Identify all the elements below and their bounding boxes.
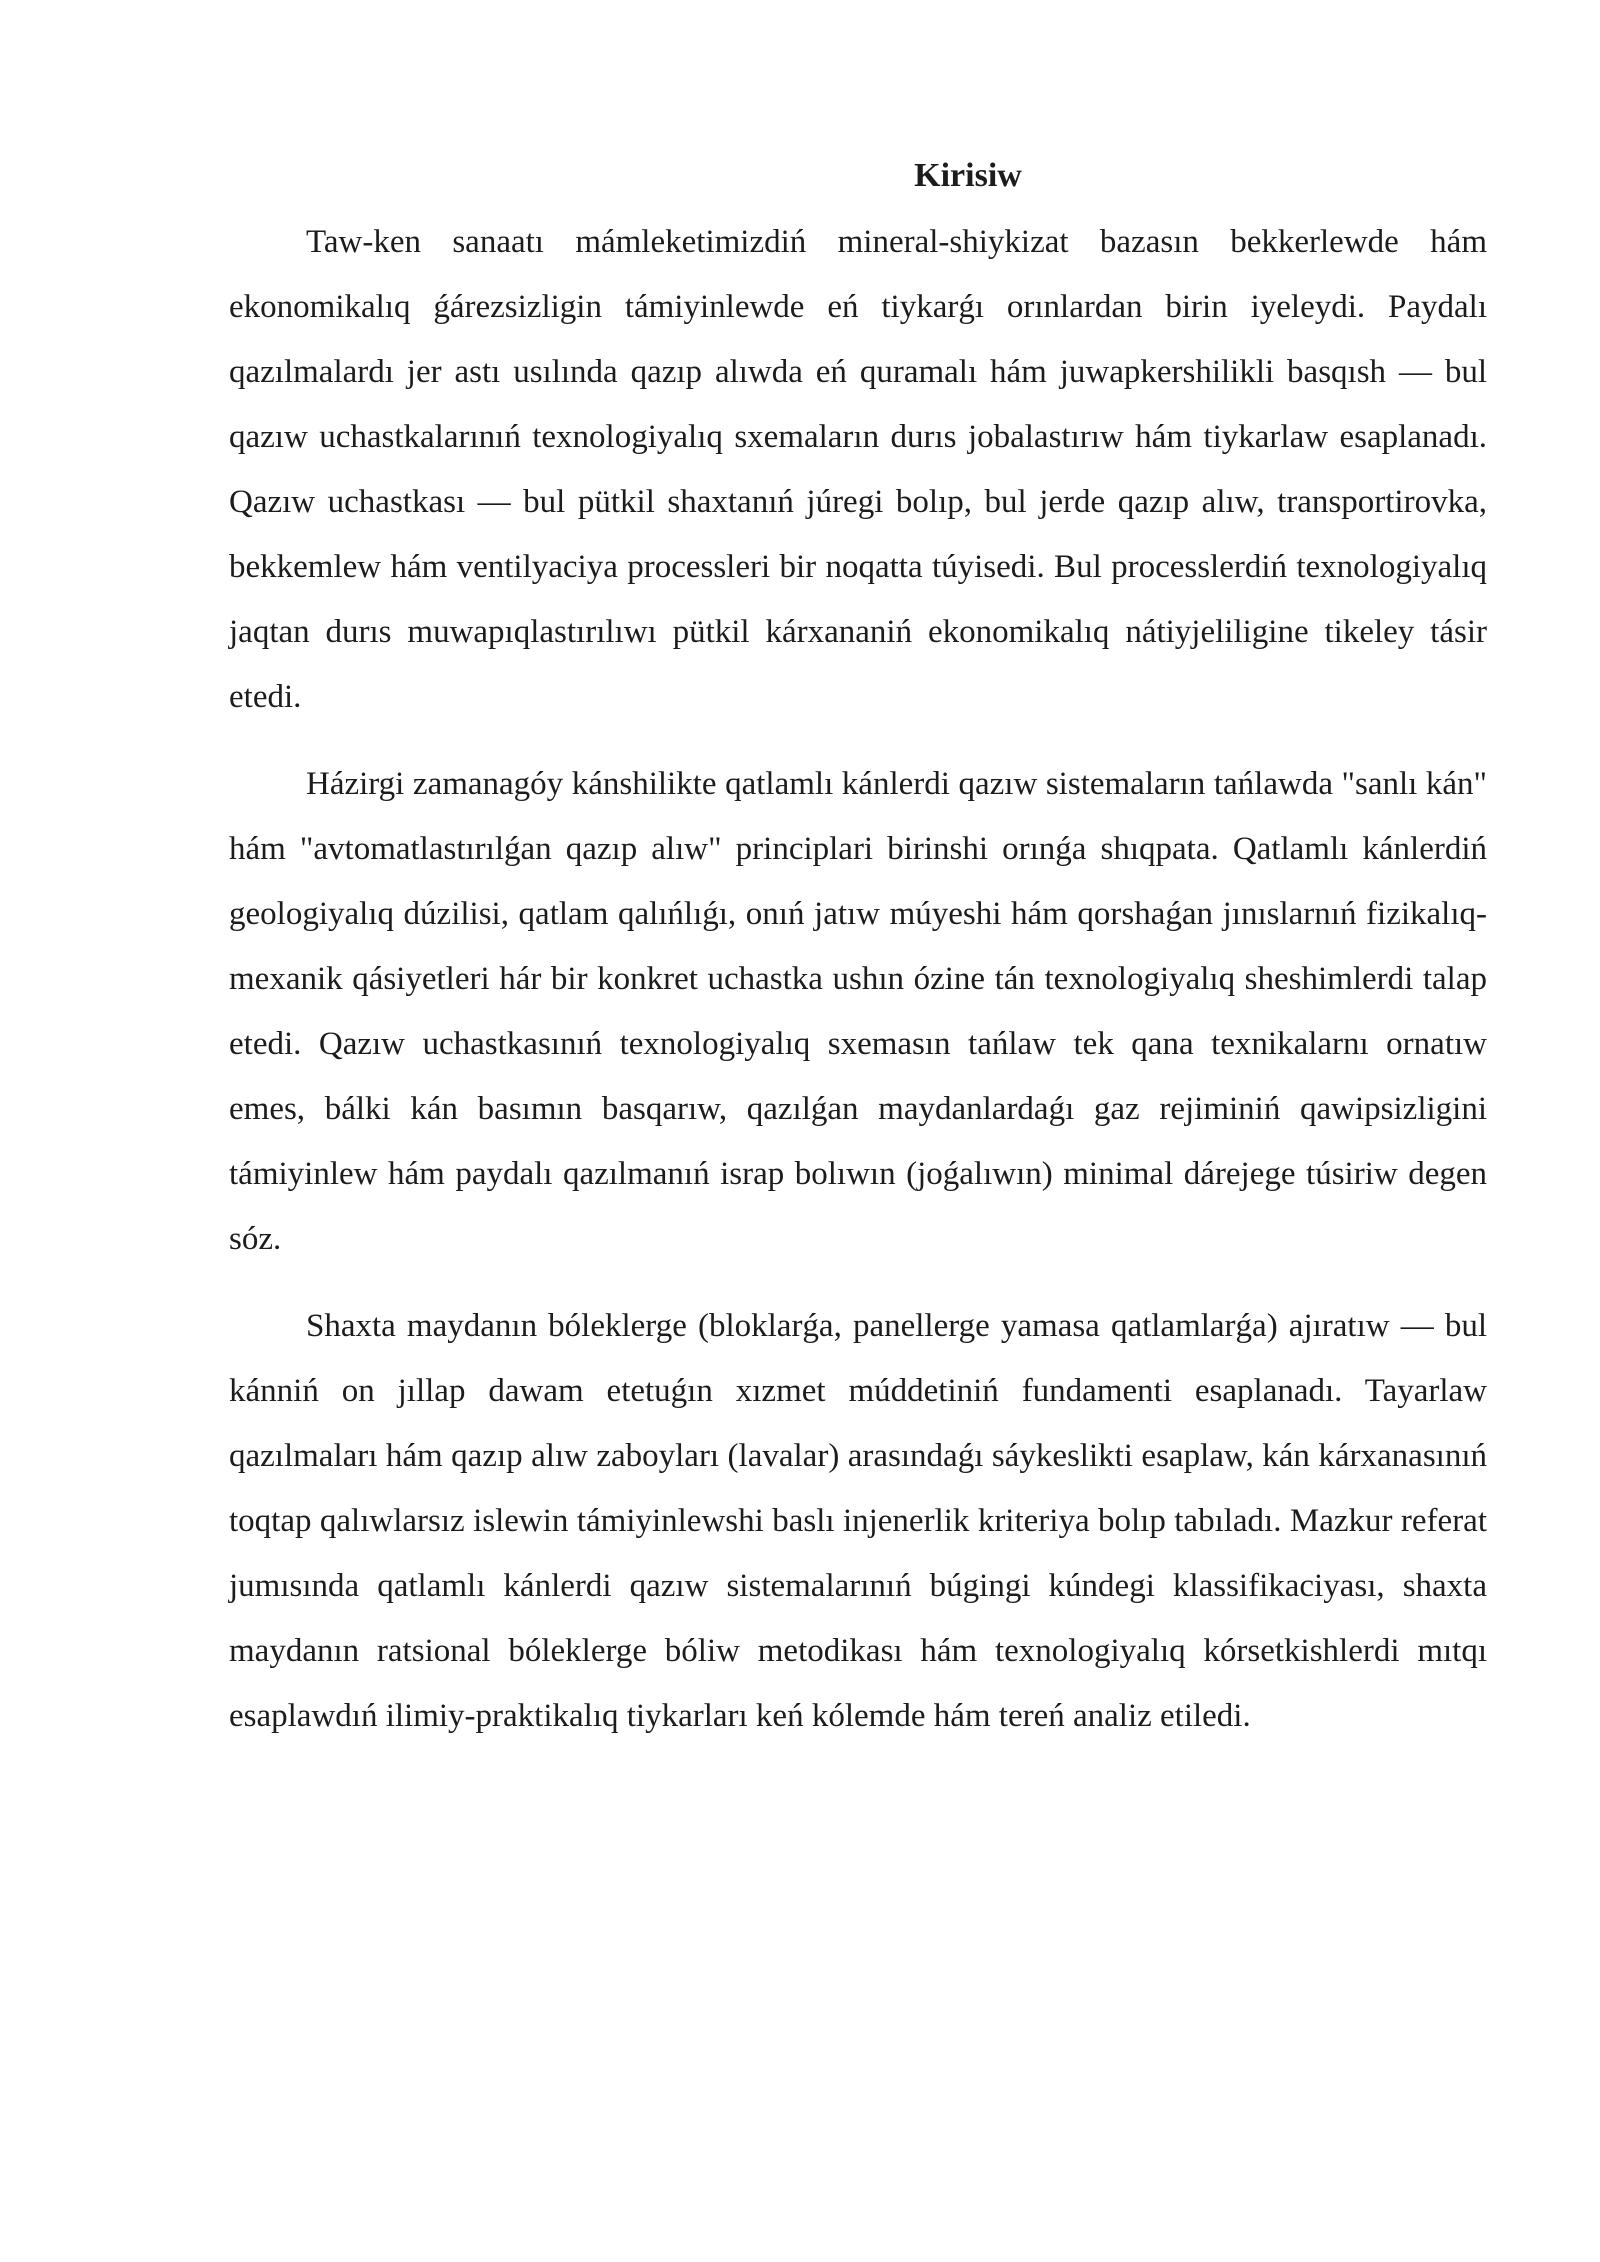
paragraph-modern-mining: Házirgi zamanagóy kánshilikte qatlamlı kánlerdi qazıw sistemaların tańlawda "sanlı kán" hám "avtomatlastırılǵan qazıp alıw" principlari birinshi orınǵa shıqpata. Qatlamlı kánlerdiń geologiyalıq dúzilisi, qatlam qalıńlıǵı, onıń jatıw múyeshi hám qorshaǵan jınıslarnıń fizikalıq-mexanik qásiyetleri hár bir konkret uchastka ushın ózine tán texnologiyalıq sheshimlerdi talap etedi. Qazıw uchastkasınıń texnologiyalıq sxemasın tańlaw tek qana texnikalarnı ornatıw emes, bálki kán basımın basqarıw, qazılǵan maydanlardaǵı gaz rejiminiń qawipsizligini támiyinlew hám paydalı qazılmanıń israp bolıwın (joǵalıwın) minimal dárejege túsiriw degen sóz.	[229, 766, 1487, 1257]
paragraph-field-division: Shaxta maydanın bóleklerge (bloklarǵa, panellerge yamasa qatlamlarǵa) ajıratıw — bul kánniń on jıllap dawam etetuǵın xızmet múddetiniń fundamenti esaplanadı. Tayarlaw qazılmaları hám qazıp alıw zaboyları (lavalar) arasındaǵı sáykeslikti esaplaw, kán kárxanasınıń toqtap qalıwlarsız islewin támiyinlewshi baslı injenerlik kriteriya bolıp tabıladı. Mazkur referat jumısında qatlamlı kánlerdi qazıw sistemalarınıń búgingi kúndegi klassifikaciyası, shaxta maydanın ratsional bóleklerge bóliw metodikası hám texnologiyalıq kórsetkishlerdi mıtqı esaplawdıń ilimiy-praktikalıq tiykarları keń kólemde hám tereń analiz etiledi.	[229, 1308, 1487, 1734]
document-title: Kirisiw	[914, 157, 1022, 194]
paragraph-intro: Taw-ken sanaatı mámleketimizdiń mineral-shiykizat bazasın bekkerlewde hám ekonomikalıq ǵárezsizligin támiyinlewde eń tiykarǵı orınlardan birin iyeleydi. Paydalı qazılmalardı jer astı usılında qazıp alıwda eń quramalı hám juwapkershilikli basqısh — bul qazıw uchastkalarınıń texnologiyalıq sxemaların durıs jobalastırıw hám tiykarlaw esaplanadı. Qazıw uchastkası — bul pütkil shaxtanıń júregi bolıp, bul jerde qazıp alıw, transportirovka, bekkemlew hám ventilyaciya processleri bir noqatta túyisedi. Bul processlerdiń texnologiyalıq jaqtan durıs muwapıqlastırılıwı pütkil kárxananiń ekonomikalıq nátiyjeliligine tikeley tásir etedi.	[229, 224, 1487, 715]
document-page	[229, 150, 1487, 1771]
